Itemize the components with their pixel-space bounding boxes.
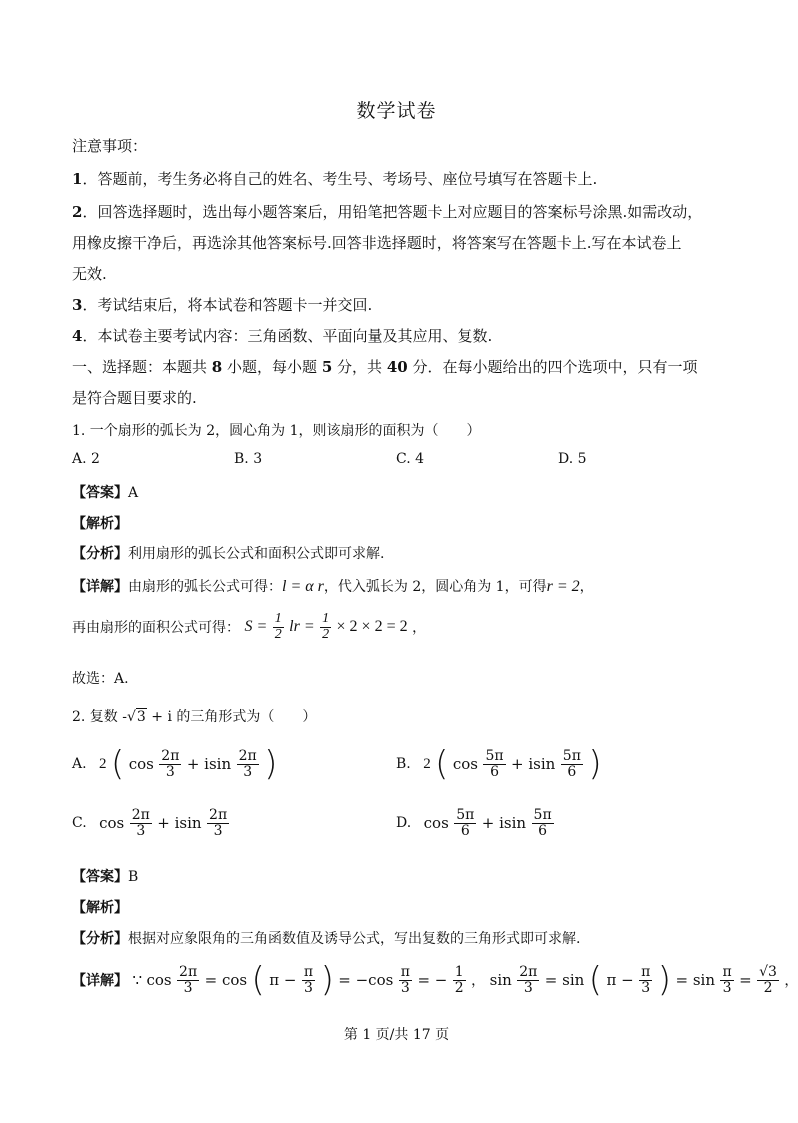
q1-fenxi: 【分析】利用扇形的弧长公式和面积公式即可求解.: [72, 546, 385, 562]
notice-heading: 注意事项：: [72, 137, 148, 155]
q1-jiexi: 【解析】: [72, 516, 128, 532]
notice-item-1: 1．答题前，考生务必将自己的姓名、考生号、考场号、座位号填写在答题卡上.: [72, 170, 598, 188]
notice-item-2-end: 无效.: [72, 265, 107, 283]
q1-area-formula: 再由扇形的面积公式可得： S = $\frac{1}{2}$ lr = $\frac{1}{2}$ × 2 × 2 = 2 ，: [72, 611, 427, 642]
q1-option-b: B. 3: [234, 451, 263, 467]
q2-option-c: C. cos $\frac{2\pi}{3}$ + isin $\frac{2\pi}{3}$: [72, 807, 228, 839]
q2-stem: 2. 复数 -√3 + i 的三角形式为（ ）: [72, 709, 317, 725]
q1-option-d: D. 5: [558, 451, 587, 467]
page-footer: 第 1 页/共 17 页: [343, 1027, 450, 1043]
q2-fenxi: 【分析】根据对应象限角的三角函数值及诱导公式，写出复数的三角形式即可求解.: [72, 931, 581, 947]
notice-item-2: 2．回答选择题时，选出每小题答案后，用铅笔把答题卡上对应题目的答案标号涂黑.如需改动，: [72, 203, 703, 221]
q1-conclusion: 故选：A.: [72, 671, 129, 687]
notice-item-3: 3．考试结束后，将本试卷和答题卡一并交回.: [72, 296, 373, 314]
q1-answer: 【答案】A: [72, 485, 139, 501]
page-title: 数学试卷: [356, 100, 437, 122]
section-heading: 一、选择题：本题共 8 小题，每小题 5 分，共 40 分．在每小题给出的四个选项中，只有一项: [72, 358, 698, 376]
q1-option-c: C. 4: [396, 451, 425, 467]
q2-answer: 【答案】B: [72, 869, 139, 885]
notice-item-4: 4．本试卷主要考试内容：三角函数、平面向量及其应用、复数.: [72, 327, 493, 345]
q2-option-b: B. 2 ( cos $\frac{5\pi}{6}$ + isin $\frac{5\pi}{6}$ ): [396, 744, 602, 784]
q1-stem: 1. 一个扇形的弧长为 2，圆心角为 1，则该扇形的面积为（ ）: [72, 423, 481, 439]
q1-xiangjie: 【详解】由扇形的弧长公式可得：l = α r，代入弧长为 2，圆心角为 1，可得r = 2，: [72, 578, 594, 595]
q2-option-a: A. 2 ( cos $\frac{2\pi}{3}$ + isin $\frac{2\pi}{3}$ ): [72, 744, 278, 784]
q1-option-a: A. 2: [72, 451, 100, 467]
notice-item-2-cont: 用橡皮擦干净后，再选涂其他答案标号.回答非选择题时，将答案写在答题卡上.写在本试卷上: [72, 234, 682, 252]
section-heading-cont: 是符合题目要求的.: [72, 389, 197, 407]
q2-option-d: D. cos $\frac{5\pi}{6}$ + isin $\frac{5\pi}{6}$: [396, 807, 552, 839]
q2-jiexi: 【解析】: [72, 900, 128, 916]
q2-xiangjie: 【详解】 ∵ cos $\frac{2\pi}{3}$ = cos ( π − $\frac{\pi}{3}$ ) = −cos $\frac{\pi}{3}$ = − $\frac{1}{2}$ ， sin $\frac{2\pi}{3}$ = sin ( π − $\frac{\pi}{3}$ ) = sin $\frac{\pi}{3}$ = $\frac{√3}{2}$ ，: [72, 960, 798, 1000]
